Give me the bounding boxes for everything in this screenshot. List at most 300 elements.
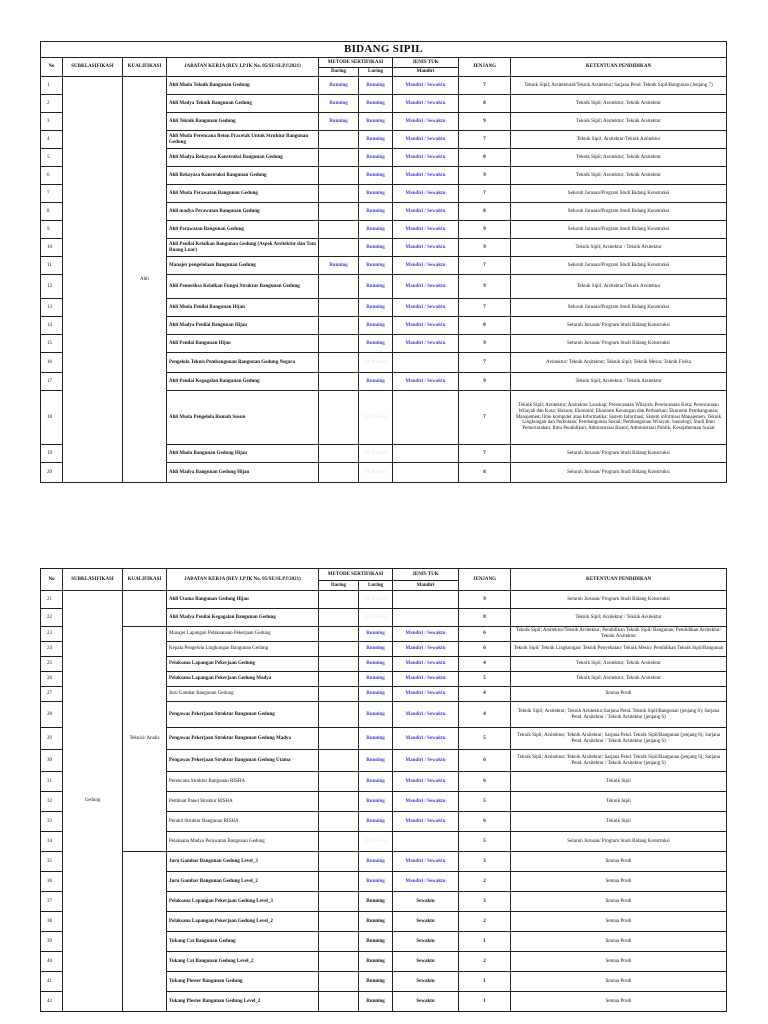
daring-cell xyxy=(319,912,359,932)
header-jenjang: JENJANG xyxy=(459,58,511,77)
row-number: 17 xyxy=(41,373,63,391)
kualifikasi-operator-cell xyxy=(123,852,167,1012)
ketentuan-cell: Teknik Sipil; Arsitektur / Teknik Arsitektur xyxy=(511,239,727,257)
jabatan-cell: Ahli madya Perawatan Bangunan Gedung xyxy=(167,203,319,221)
row-number: 31 xyxy=(41,772,63,792)
tuk-cell: Mandiri / Sewaktu xyxy=(393,852,459,872)
ketentuan-cell: Seluruh Jurusan/Program Studi Bidang Konstruksi xyxy=(511,257,727,275)
luring-cell: Running xyxy=(359,672,393,687)
tuk-cell: Mandiri / Sewaktu xyxy=(393,657,459,672)
row-number: 19 xyxy=(41,445,63,463)
daring-cell xyxy=(319,167,359,185)
tuk-cell xyxy=(393,353,459,373)
tuk-cell: Mandiri / Sewaktu xyxy=(393,131,459,149)
jenjang-cell: 1 xyxy=(459,972,511,992)
luring-cell: Running xyxy=(359,812,393,832)
header-kualifikasi: KUALIFIKASI xyxy=(123,569,167,591)
ketentuan-cell: Seluruh Jurusan/ Program Studi Bidang Konstruksi xyxy=(511,335,727,353)
luring-cell: Running xyxy=(359,772,393,792)
daring-cell xyxy=(319,275,359,299)
tuk-cell: Sewaktu xyxy=(393,992,459,1012)
ketentuan-cell: Teknik Sipil; Arsitektur; Teknik Arsitektur xyxy=(511,657,727,672)
header-mandiri: Mandiri xyxy=(393,68,459,77)
daring-cell xyxy=(319,728,359,750)
ketentuan-cell: Seluruh Jurusan/Program Studi Bidang Konstruksi xyxy=(511,299,727,317)
luring-cell: Running xyxy=(359,149,393,167)
luring-cell: Running xyxy=(359,687,393,702)
row-number: 7 xyxy=(41,185,63,203)
tuk-cell: Mandiri / Sewaktu xyxy=(393,203,459,221)
tuk-cell: Mandiri / Sewaktu xyxy=(393,687,459,702)
table-row xyxy=(41,77,727,95)
row-number: 8 xyxy=(41,203,63,221)
luring-cell: Running xyxy=(359,185,393,203)
ketentuan-cell: Semua Prodi xyxy=(511,952,727,972)
tuk-cell: Mandiri / Sewaktu xyxy=(393,772,459,792)
ketentuan-cell: Seluruh Jurusan/ Program Studi Bidang Konstruksi xyxy=(511,463,727,483)
ketentuan-cell: Teknik Sipil; Arsitektur / Teknik Arsitektur xyxy=(511,609,727,627)
tuk-cell: Mandiri / Sewaktu xyxy=(393,672,459,687)
ketentuan-cell: Semua Prodi xyxy=(511,892,727,912)
header-luring: Luring xyxy=(359,68,393,77)
tuk-cell: Mandiri / Sewaktu xyxy=(393,167,459,185)
jabatan-cell: Ahli Muda Perencana Beton Pracetak Untuk Struktur Bangunan Gedung xyxy=(167,131,319,149)
jenjang-cell: 2 xyxy=(459,912,511,932)
row-number: 3 xyxy=(41,113,63,131)
certification-table-section-2 xyxy=(40,568,727,1012)
row-number: 13 xyxy=(41,299,63,317)
header-jenis-tuk: JENIS TUK xyxy=(393,58,459,68)
row-number: 32 xyxy=(41,792,63,812)
jenjang-cell: 6 xyxy=(459,750,511,772)
tuk-cell xyxy=(393,591,459,609)
jabatan-cell: Pengawas Pekerjaan Struktur Bangunan Gedung xyxy=(167,702,319,728)
jenjang-cell: 6 xyxy=(459,812,511,832)
ketentuan-cell: Teknik Sipil; Arsitektur; Teknik Arsitektur xyxy=(511,672,727,687)
jenjang-cell: 6 xyxy=(459,772,511,792)
row-number: 30 xyxy=(41,750,63,772)
jabatan-cell: Ahli Muda Perawatan Bangunan Gedung xyxy=(167,185,319,203)
daring-cell xyxy=(319,657,359,672)
ketentuan-cell: Semua Prodi xyxy=(511,932,727,952)
jenjang-cell: 2 xyxy=(459,952,511,972)
header-subklasifikasi: SUBKLASIFIKASI xyxy=(63,58,123,77)
daring-cell xyxy=(319,149,359,167)
daring-cell xyxy=(319,299,359,317)
jenjang-cell: 3 xyxy=(459,852,511,872)
ketentuan-cell: Semua Prodi xyxy=(511,687,727,702)
tuk-cell: Mandiri / Sewaktu xyxy=(393,872,459,892)
luring-cell: Running xyxy=(359,992,393,1012)
jenjang-cell: 8 xyxy=(459,463,511,483)
row-number: 5 xyxy=(41,149,63,167)
row-number: 28 xyxy=(41,702,63,728)
jenjang-cell: 5 xyxy=(459,792,511,812)
row-number: 23 xyxy=(41,627,63,642)
tuk-cell xyxy=(393,463,459,483)
header-jabatan: JABATAN KERJA (REV LPJK No. 05/SE/SLPJ/2021) xyxy=(167,58,319,77)
jabatan-cell: Pengelola Teknis Pembangunan Bangunan Gedung Negara xyxy=(167,353,319,373)
daring-cell xyxy=(319,972,359,992)
jabatan-cell: Kepala Pengelola Lingkungan Bangunan Gedung xyxy=(167,642,319,657)
daring-cell xyxy=(319,463,359,483)
luring-cell: Running xyxy=(359,113,393,131)
row-number: 20 xyxy=(41,463,63,483)
row-number: 18 xyxy=(41,391,63,445)
tuk-cell: Mandiri / Sewaktu xyxy=(393,275,459,299)
jabatan-cell: Ahli Muda Penilai Bangunan Hijau xyxy=(167,299,319,317)
jenjang-cell: 8 xyxy=(459,149,511,167)
jabatan-cell: Pelaksana Lapangan Pekerjaan Gedung Madya xyxy=(167,672,319,687)
subklasifikasi-group-gedung: Gedung xyxy=(63,591,123,1012)
ketentuan-cell: Teknik Sipil xyxy=(511,772,727,792)
luring-cell: Running xyxy=(359,167,393,185)
jenjang-cell: 9 xyxy=(459,373,511,391)
jenjang-cell: 3 xyxy=(459,892,511,912)
row-number: 42 xyxy=(41,992,63,1012)
table-body-section-2 xyxy=(41,591,727,1012)
ketentuan-cell: Teknik Sipil; Arsitektur; Teknik Arsitektur; Sarjana Pend. Teknik Sipil/Bangunan (jenjang 6); Sarjana Pend. Arsitektur / Teknik Arsitektur (jenjang 6) xyxy=(511,750,727,772)
luring-cell: On Process xyxy=(359,591,393,609)
jabatan-cell: Ahli Muda Pengelola Rumah Susun xyxy=(167,391,319,445)
jabatan-cell: Ahli Penilai Kegagalan Bangunan Gedung xyxy=(167,373,319,391)
daring-cell: Running xyxy=(319,95,359,113)
row-number: 26 xyxy=(41,672,63,687)
jabatan-cell: Ahli Madya Bangunan Gedung Hijau xyxy=(167,463,319,483)
tuk-cell: Sewaktu xyxy=(393,972,459,992)
luring-cell: Running xyxy=(359,750,393,772)
kualifikasi-group-teknisi: Teknisi/ Analis xyxy=(123,627,167,852)
row-number: 24 xyxy=(41,642,63,657)
row-number: 25 xyxy=(41,657,63,672)
ketentuan-cell: Teknik Sipil; Arsitektur; Teknik Arsitektur xyxy=(511,167,727,185)
jenjang-cell: 5 xyxy=(459,832,511,852)
jabatan-cell: Ahli Rekayasa Konstruksi Bangunan Gedung xyxy=(167,167,319,185)
ketentuan-cell: Teknik Sipil; Arsitektur/Teknik Arsitektur xyxy=(511,131,727,149)
ketentuan-cell: Teknik Sipil; Arsitektur/Teknik Arsitektur; Pendidikan Teknik Sipil/ Bangunan; Pendidikan Arsitektur/ Teknik Arsitektur xyxy=(511,627,727,642)
jabatan-cell: Perencana Struktur Bangunan RISHA xyxy=(167,772,319,792)
luring-cell: Running xyxy=(359,335,393,353)
luring-cell: Running xyxy=(359,317,393,335)
jenjang-cell: 8 xyxy=(459,95,511,113)
row-number: 39 xyxy=(41,932,63,952)
luring-cell: Running xyxy=(359,642,393,657)
jenjang-cell: 1 xyxy=(459,932,511,952)
tuk-cell: Mandiri / Sewaktu xyxy=(393,149,459,167)
daring-cell: Running xyxy=(319,257,359,275)
daring-cell xyxy=(319,591,359,609)
luring-cell: On Process xyxy=(359,832,393,852)
ketentuan-cell: Teknik Sipil; Arsitektur; Teknik Arsitektur xyxy=(511,95,727,113)
luring-cell: On Process xyxy=(359,391,393,445)
daring-cell xyxy=(319,832,359,852)
jenjang-cell: 7 xyxy=(459,77,511,95)
daring-cell xyxy=(319,702,359,728)
tuk-cell: Mandiri / Sewaktu xyxy=(393,113,459,131)
jabatan-cell: Pelaksana Madya Perawatan Bangunan Gedung xyxy=(167,832,319,852)
luring-cell: Running xyxy=(359,972,393,992)
luring-cell: On Process xyxy=(359,445,393,463)
tuk-cell: Mandiri / Sewaktu xyxy=(393,335,459,353)
jenjang-cell: 7 xyxy=(459,299,511,317)
row-number: 34 xyxy=(41,832,63,852)
ketentuan-cell: Seluruh Jurusan/Program Studi Bidang Konstruksi xyxy=(511,203,727,221)
ketentuan-cell: Semua Prodi xyxy=(511,852,727,872)
row-number: 41 xyxy=(41,972,63,992)
ketentuan-cell: Seluruh Jurusan/Program Studi Bidang Konstruksi xyxy=(511,221,727,239)
row-number: 37 xyxy=(41,892,63,912)
jabatan-cell: Ahli Muda Teknik Bangunan Gedung xyxy=(167,77,319,95)
ketentuan-cell: Seluruh Jurusan/Program Studi Bidang Konstruksi xyxy=(511,185,727,203)
header-jenis-tuk: JENIS TUK xyxy=(393,569,459,581)
ketentuan-cell: Seluruh Jurusan/ Program Studi Bidang Konstruksi xyxy=(511,591,727,609)
header-daring: Daring xyxy=(319,581,359,591)
daring-cell xyxy=(319,642,359,657)
tuk-cell xyxy=(393,609,459,627)
ketentuan-cell: Teknik Sipil xyxy=(511,792,727,812)
ketentuan-cell: Teknik Sipil xyxy=(511,812,727,832)
daring-cell xyxy=(319,445,359,463)
tuk-cell: Mandiri / Sewaktu xyxy=(393,317,459,335)
luring-cell: Running xyxy=(359,912,393,932)
luring-cell: Running xyxy=(359,627,393,642)
jenjang-cell: 9 xyxy=(459,335,511,353)
daring-cell xyxy=(319,750,359,772)
luring-cell: Running xyxy=(359,203,393,221)
luring-cell: Running xyxy=(359,221,393,239)
jenjang-cell: 4 xyxy=(459,657,511,672)
kualifikasi-ahli-continued xyxy=(123,591,167,627)
tuk-cell: Mandiri / Sewaktu xyxy=(393,627,459,642)
page-title: BIDANG SIPIL xyxy=(41,42,727,58)
jabatan-cell: Pengawas Pekerjaan Struktur Bangunan Gedung Utama xyxy=(167,750,319,772)
ketentuan-cell: Teknik Sipil; Arsitektur; Teknik Arsitektur;Sarjana Pend. Teknik Sipil/Bangunan (jenjang 6); Sarjana Pend. Arsitektur / Teknik Arsitektur (jenjang 6) xyxy=(511,702,727,728)
jenjang-cell: 7 xyxy=(459,445,511,463)
jabatan-cell: Ahli Madya Penilai Kegagalan Bangunan Gedung xyxy=(167,609,319,627)
ketentuan-cell: Semua Prodi xyxy=(511,992,727,1012)
jenjang-cell: 9 xyxy=(459,167,511,185)
luring-cell: Running xyxy=(359,299,393,317)
header-no: No xyxy=(41,569,63,591)
jenjang-cell: 7 xyxy=(459,257,511,275)
ketentuan-cell: Seluruh Jurusan/ Program Studi Bidang Konstruksi xyxy=(511,317,727,335)
jenjang-cell: 9 xyxy=(459,591,511,609)
jenjang-cell: 7 xyxy=(459,131,511,149)
tuk-cell xyxy=(393,391,459,445)
ketentuan-cell: Teknik Sipil; Arsitektural/Teknik Arsitektur; Sarjana Pend. Teknik Sipil/Bangunan (Jenjang 7) xyxy=(511,77,727,95)
jenjang-cell: 2 xyxy=(459,872,511,892)
daring-cell xyxy=(319,852,359,872)
daring-cell xyxy=(319,952,359,972)
daring-cell xyxy=(319,892,359,912)
header-subklasifikasi: SUBKLASIFIKASI xyxy=(63,569,123,591)
jabatan-cell: Ahli Penilai Bangunan Hijau xyxy=(167,335,319,353)
luring-cell: Running xyxy=(359,657,393,672)
tuk-cell: Sewaktu xyxy=(393,912,459,932)
jabatan-cell: Pelaksana Lapangan Pekerjaan Gedung xyxy=(167,657,319,672)
jabatan-cell: Juru Gambar Bangunan Gedung Level_3 xyxy=(167,852,319,872)
header-kualifikasi: KUALIFIKASI xyxy=(123,58,167,77)
jabatan-cell: Ahli Teknik Bangunan Gedung xyxy=(167,113,319,131)
header-no: No xyxy=(41,58,63,77)
daring-cell xyxy=(319,373,359,391)
tuk-cell: Mandiri / Sewaktu xyxy=(393,77,459,95)
tuk-cell: Mandiri / Sewaktu xyxy=(393,642,459,657)
kualifikasi-group-ahli: Ahli xyxy=(123,77,167,483)
luring-cell: Running xyxy=(359,131,393,149)
tuk-cell: Mandiri / Sewaktu xyxy=(393,239,459,257)
jenjang-cell: 8 xyxy=(459,609,511,627)
ketentuan-cell: Teknik Sipil; Arsitektur; Teknik Arsitektur; Sarjana Pend. Teknik Sipil/Bangunan (jenjang 6); Sarjana Pend. Arsitektur / Teknik Arsitektur (jenjang 6) xyxy=(511,728,727,750)
daring-cell xyxy=(319,992,359,1012)
daring-cell xyxy=(319,317,359,335)
ketentuan-cell: Teknik Sipil; Arsitektur; Arsitektur Lanskap; Perencanaan Wilayah; Perencanaan Kota; Perencanaan Wilayah dan Kota; Hukum; Ekonomi; Ekonomi Keuangan dan Perbankan; Ekonomi Pembangunan; Manajemen; Ilmu komputer atau Informatika; Sistem Informasi; Sistem informasi Manajemen; Teknik Lingkungan dan Perkotaan; Pembangunan Sosial; Pembangunan Wilayah; Sosiologi; Studi Ilmu Pemerintahan; Ilmu Pendidikan; Administrasi Bisnis; Administrasi Publik; Kesejahteraan Sosial xyxy=(511,391,727,445)
ketentuan-cell: Arsitektur/ Teknik Arsitektur; Teknik Sipil; Teknik Mesin; Teknik Fisika xyxy=(511,353,727,373)
daring-cell xyxy=(319,872,359,892)
daring-cell xyxy=(319,812,359,832)
header-daring: Daring xyxy=(319,68,359,77)
jenjang-cell: 8 xyxy=(459,317,511,335)
jenjang-cell: 7 xyxy=(459,185,511,203)
jabatan-cell: Pembuat Panel Struktur RISHA xyxy=(167,792,319,812)
tuk-cell: Sewaktu xyxy=(393,932,459,952)
jabatan-cell: Ahli Madya Penilai Bangunan Hijau xyxy=(167,317,319,335)
row-number: 22 xyxy=(41,609,63,627)
tuk-cell: Mandiri / Sewaktu xyxy=(393,95,459,113)
jabatan-cell: Ahli Pemeriksa Kelaikan Fungsi Struktur Bangunan Gedung xyxy=(167,275,319,299)
jabatan-cell: Juru Gambar Bangunan Gedung Level_2 xyxy=(167,872,319,892)
row-number: 11 xyxy=(41,257,63,275)
row-number: 14 xyxy=(41,317,63,335)
header-mandiri: Mandiri xyxy=(393,581,459,591)
jabatan-cell: Ahli Penilai Kelaikan Bangunan Gedung (Aspek Arsitektur dan Tata Ruang Luar) xyxy=(167,239,319,257)
daring-cell xyxy=(319,131,359,149)
subklasifikasi-cell xyxy=(63,77,123,483)
daring-cell xyxy=(319,335,359,353)
ketentuan-cell: Teknik Sipil; Arsitektur; Teknik Arsitektur xyxy=(511,113,727,131)
row-number: 36 xyxy=(41,872,63,892)
jabatan-cell: Ahli Madya Teknik Bangunan Gedung xyxy=(167,95,319,113)
jenjang-cell: 6 xyxy=(459,642,511,657)
jabatan-cell: Pelaksana Lapangan Pekerjaan Gedung Level_2 xyxy=(167,912,319,932)
header-ketentuan: KETENTUAN PENDIDIKAN xyxy=(511,58,727,77)
table-row xyxy=(41,627,727,642)
luring-cell: Running xyxy=(359,932,393,952)
luring-cell: Running xyxy=(359,872,393,892)
daring-cell xyxy=(319,627,359,642)
jenjang-cell: 7 xyxy=(459,391,511,445)
daring-cell xyxy=(319,672,359,687)
row-number: 33 xyxy=(41,812,63,832)
tuk-cell: Sewaktu xyxy=(393,892,459,912)
row-number: 12 xyxy=(41,275,63,299)
jenjang-cell: 9 xyxy=(459,275,511,299)
header-jenjang: JENJANG xyxy=(459,569,511,591)
daring-cell: Running xyxy=(319,77,359,95)
ketentuan-cell: Semua Prodi xyxy=(511,972,727,992)
jenjang-cell: 1 xyxy=(459,992,511,1012)
jabatan-cell: Perakit Struktur Bangunan RISHA xyxy=(167,812,319,832)
jenjang-cell: 8 xyxy=(459,203,511,221)
luring-cell: On Process xyxy=(359,609,393,627)
row-number: 38 xyxy=(41,912,63,932)
tuk-cell xyxy=(393,832,459,852)
row-number: 4 xyxy=(41,131,63,149)
certification-table-section-1 xyxy=(40,41,727,483)
daring-cell xyxy=(319,221,359,239)
ketentuan-cell: Teknik Sipil/ Teknik Lingkungan/ Teknik Penyehatan/ Teknik Mesin/ Pendidikan Teknik Sipil/Bangunan xyxy=(511,642,727,657)
header-jabatan: JABATAN KERJA (REV LPJK No. 05/SE/SLPJ/2021) xyxy=(167,569,319,591)
tuk-cell: Mandiri / Sewaktu xyxy=(393,812,459,832)
row-number: 10 xyxy=(41,239,63,257)
tuk-cell: Mandiri / Sewaktu xyxy=(393,728,459,750)
ketentuan-cell: Semua Prodi xyxy=(511,912,727,932)
luring-cell: Running xyxy=(359,892,393,912)
ketentuan-cell: Teknik Sipil; Arsitektur/Teknik Arsitektur xyxy=(511,275,727,299)
header-luring: Luring xyxy=(359,581,393,591)
tuk-cell: Mandiri / Sewaktu xyxy=(393,185,459,203)
jenjang-cell: 9 xyxy=(459,221,511,239)
tuk-cell: Mandiri / Sewaktu xyxy=(393,750,459,772)
row-number: 40 xyxy=(41,952,63,972)
luring-cell: Running xyxy=(359,373,393,391)
row-number: 15 xyxy=(41,335,63,353)
jabatan-cell: Tukang Plester Bangunan Gedung xyxy=(167,972,319,992)
daring-cell xyxy=(319,391,359,445)
ketentuan-cell: Seluruh Jurusan/ Program Studi Bidang Konstruksi xyxy=(511,832,727,852)
luring-cell: Running xyxy=(359,95,393,113)
table-row xyxy=(41,852,727,872)
jabatan-cell: Ahli Madya Rekayasa Konstruksi Bangunan Gedung xyxy=(167,149,319,167)
row-number: 6 xyxy=(41,167,63,185)
jabatan-cell: Ahli Muda Bangunan Gedung Hijau xyxy=(167,445,319,463)
row-number: 27 xyxy=(41,687,63,702)
jenjang-cell: 4 xyxy=(459,702,511,728)
daring-cell xyxy=(319,772,359,792)
tuk-cell: Mandiri / Sewaktu xyxy=(393,257,459,275)
luring-cell: Running xyxy=(359,728,393,750)
ketentuan-cell: Seluruh Jurusan/ Program Studi Bidang Konstruksi xyxy=(511,445,727,463)
jabatan-cell: Pelaksana Lapangan Pekerjaan Gedung Level_3 xyxy=(167,892,319,912)
luring-cell: Running xyxy=(359,852,393,872)
jabatan-cell: Ahli Perawatan Bangunan Gedung xyxy=(167,221,319,239)
header-ketentuan: KETENTUAN PENDIDIKAN xyxy=(511,569,727,591)
tuk-cell: Mandiri / Sewaktu xyxy=(393,702,459,728)
luring-cell: Running xyxy=(359,257,393,275)
jabatan-cell: Manajer pengelolaan Bangunan Gedung xyxy=(167,257,319,275)
jabatan-cell: Tukang Cat Bangunan Gedung Level_2 xyxy=(167,952,319,972)
tuk-cell: Mandiri / Sewaktu xyxy=(393,299,459,317)
daring-cell: Running xyxy=(319,113,359,131)
row-number: 2 xyxy=(41,95,63,113)
table-row xyxy=(41,591,727,609)
luring-cell: Running xyxy=(359,77,393,95)
ketentuan-cell: Teknik Sipil; Arsitektur; Teknik Arsitektur xyxy=(511,149,727,167)
jabatan-cell: Juru Gambar Bangunan Gedung xyxy=(167,687,319,702)
daring-cell xyxy=(319,792,359,812)
table-body-section-1 xyxy=(41,77,727,483)
row-number: 16 xyxy=(41,353,63,373)
daring-cell xyxy=(319,609,359,627)
tuk-cell: Mandiri / Sewaktu xyxy=(393,373,459,391)
tuk-cell xyxy=(393,445,459,463)
luring-cell: Running xyxy=(359,792,393,812)
jabatan-cell: Tukang Plester Bangunan Gedung Level_2 xyxy=(167,992,319,1012)
jenjang-cell: 6 xyxy=(459,627,511,642)
jabatan-cell: Manajer Lapangan Pelaksanaan Pekerjaan Gedung xyxy=(167,627,319,642)
luring-cell: Running xyxy=(359,702,393,728)
jenjang-cell: 7 xyxy=(459,353,511,373)
